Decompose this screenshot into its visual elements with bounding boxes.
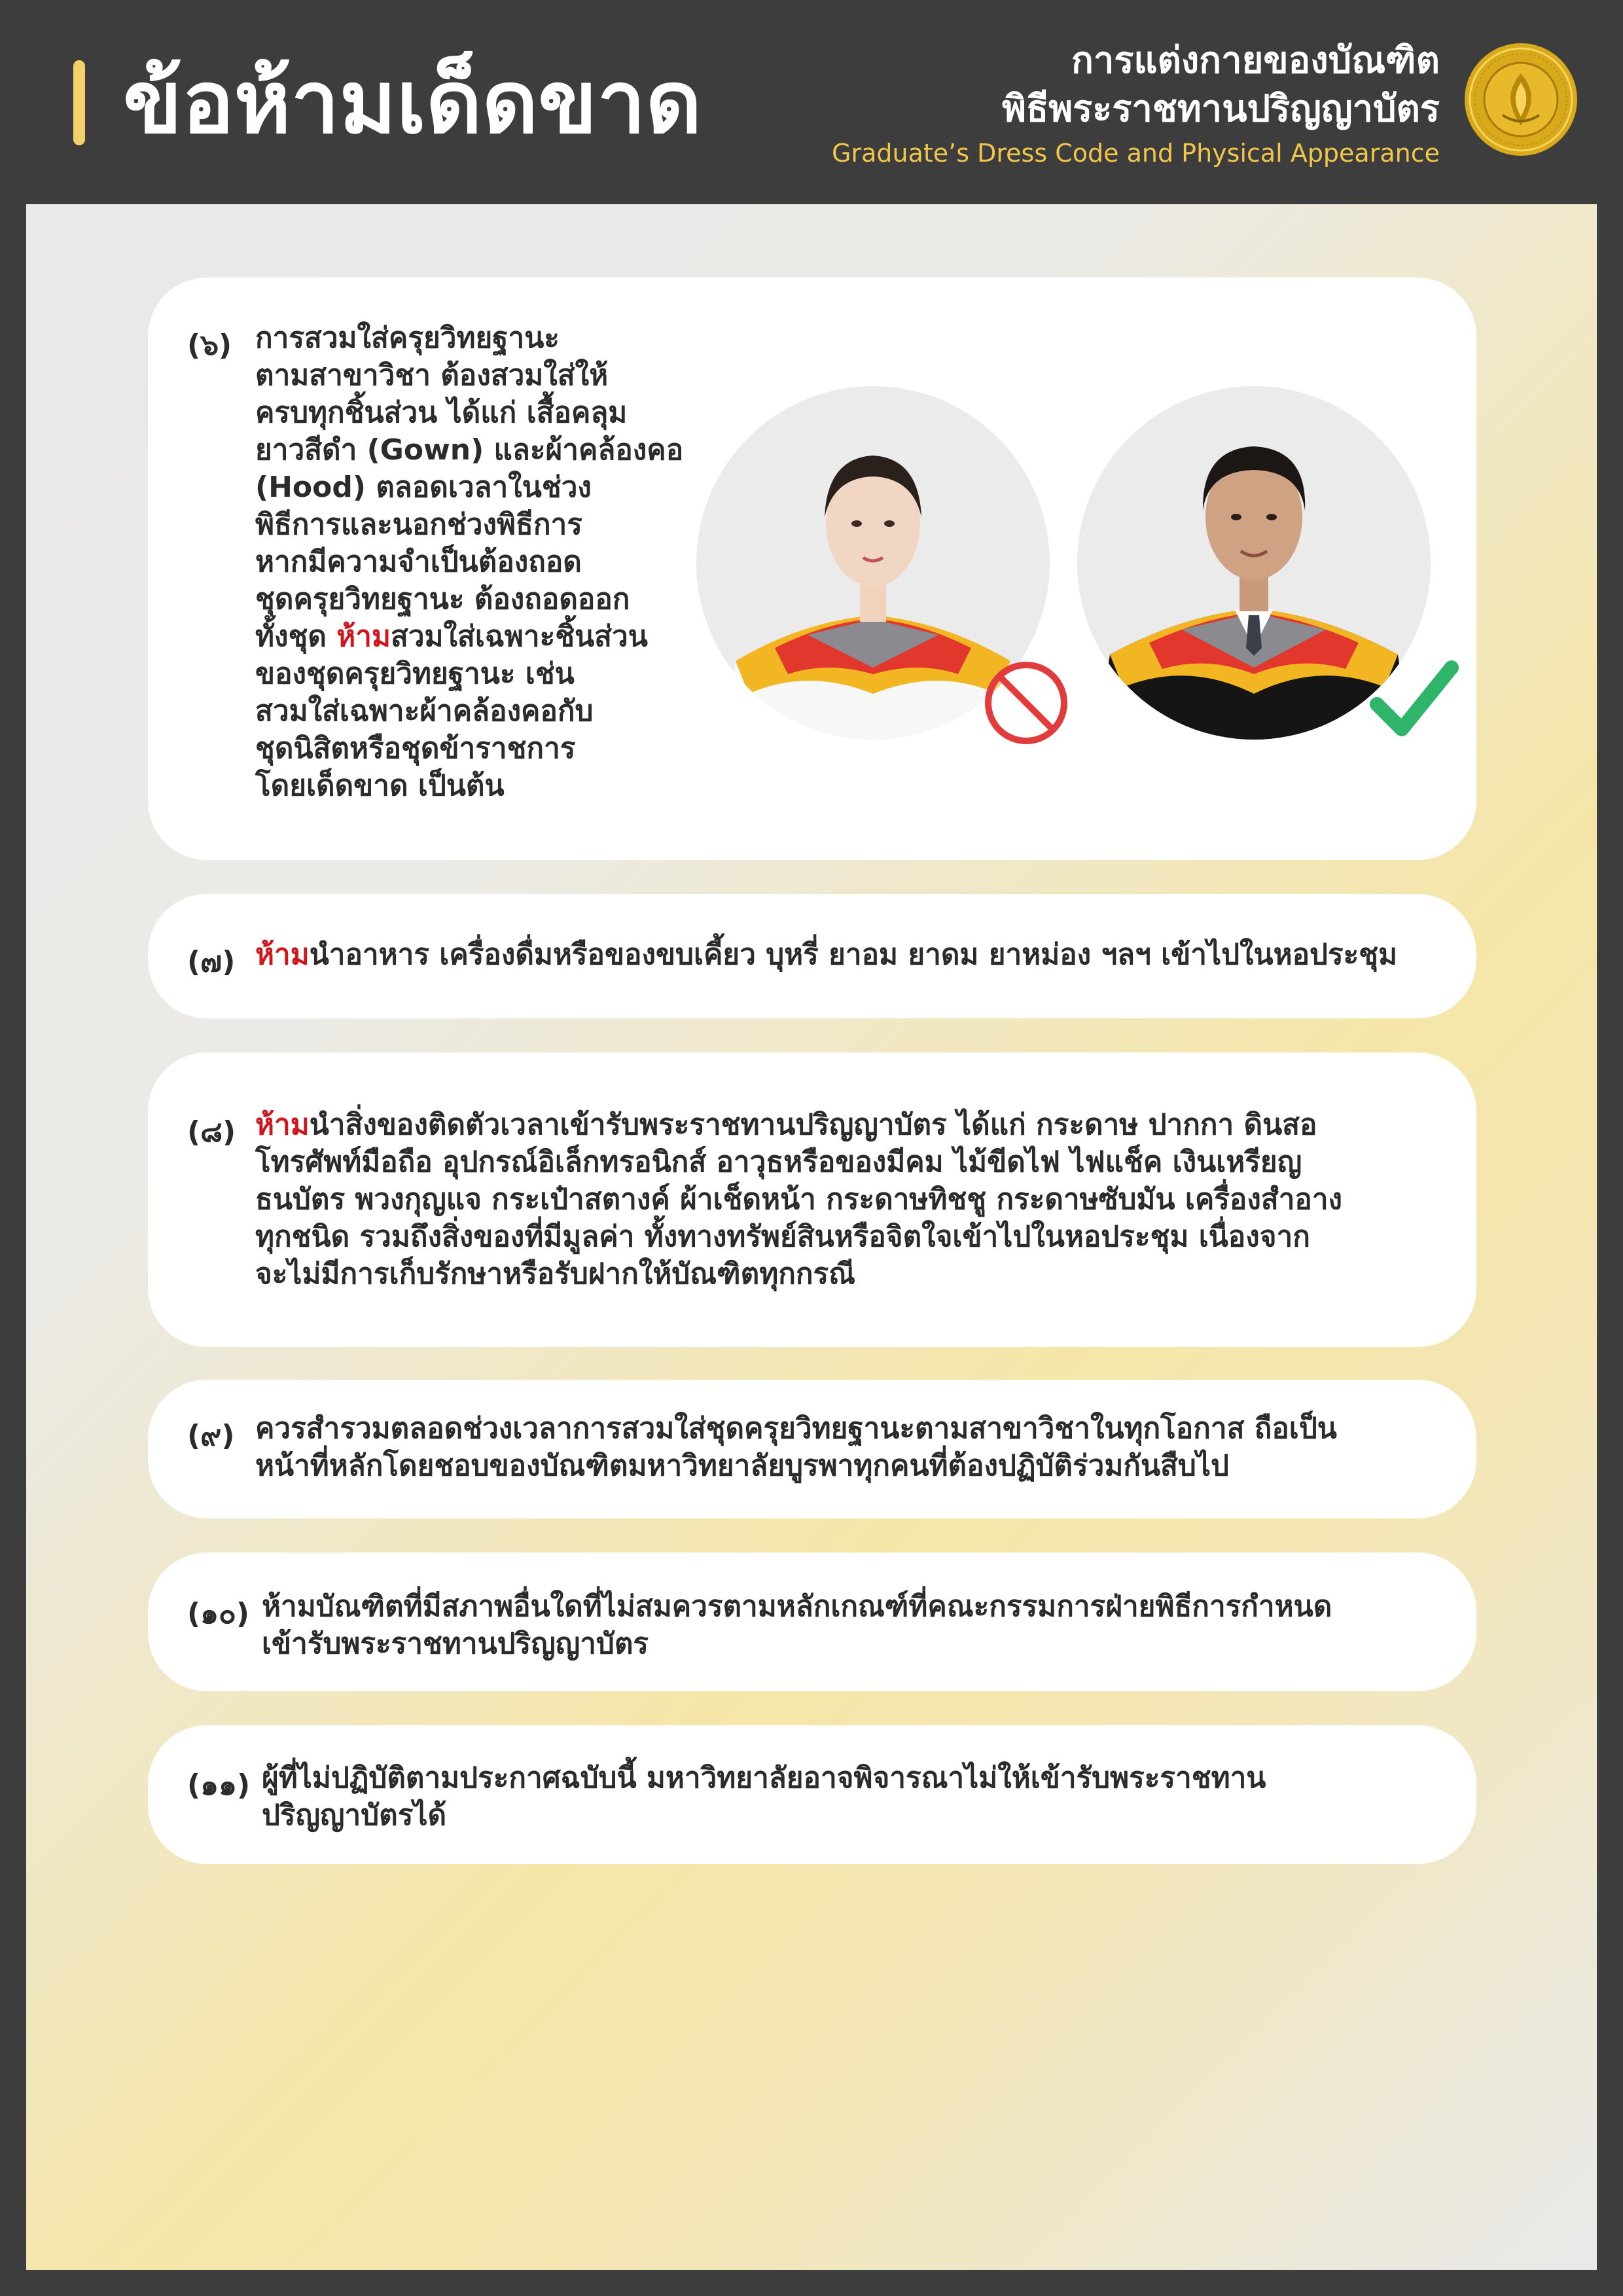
checkmark-icon (1365, 653, 1463, 745)
prohibited-word: ห้าม (255, 938, 310, 971)
header-subtitle-block (832, 37, 1440, 173)
rule-line: โทรศัพท์มือถือ อุปกรณ์อิเล็กทรอนิกส์ อาวุธหรือของมีคม ไม้ขีดไฟ ไฟแช็ค เงินเหรียญ (255, 1145, 1302, 1179)
rule-line (255, 618, 713, 655)
prohibited-word: ห้าม (255, 1108, 310, 1141)
rule-text-fragment: ทั้งชุด (255, 620, 337, 653)
rule-card-11 (148, 1725, 1476, 1864)
subtitle-english: Graduate’s Dress Code and Physical Appearance (832, 139, 1440, 168)
rule-card-8 (148, 1052, 1476, 1347)
rule-line: ยาวสีดำ (Gown) และผ้าคล้องคอ (255, 433, 684, 467)
rule-line: ทุกชนิด รวมถึงสิ่งของที่มีมูลค่า ทั้งทางทรัพย์สินหรือจิตใจเข้าไปในหอประชุม เนื่องจาก (255, 1220, 1310, 1253)
rule-text-fragment: สวมใส่เฉพาะชิ้นส่วน (390, 620, 648, 653)
rule-card-10 (148, 1552, 1476, 1691)
rule-number: (๑๐) (187, 1597, 250, 1630)
university-seal-logo (1463, 42, 1578, 157)
rule-text (255, 936, 1459, 973)
rule-line (255, 1106, 1466, 1143)
rule-line: ชุดครุยวิทยฐานะ ต้องถอดออก (255, 583, 630, 616)
title-accent-bar (73, 60, 85, 145)
rule-line: ควรสำรวมตลอดช่วงเวลาการสวมใส่ชุดครุยวิทยฐานะตามสาขาวิชาในทุกโอกาส ถือเป็น (255, 1412, 1337, 1445)
rule-text-fragment: นำสิ่งของติดตัวเวลาเข้ารับพระราชทานปริญญาบัตร ได้แก่ กระดาษ ปากกา ดินสอ (309, 1108, 1317, 1141)
rule-line: การสวมใส่ครุยวิทยฐานะ (255, 321, 560, 355)
page-title: ข้อห้ามเด็ดขาด (123, 52, 702, 153)
rule-text-fragment: นำอาหาร เครื่องดื่มหรือของขบเคี้ยว บุหรี่ ยาอม ยาดม ยาหม่อง ฯลฯ เข้าไปในหอประชุม (309, 938, 1398, 971)
rule-line: ผู้ที่ไม่ปฏิบัติตามประกาศฉบับนี้ มหาวิทยาลัยอาจพิจารณาไม่ให้เข้ารับพระราชทาน (262, 1761, 1266, 1795)
rule-number: (๙) (187, 1419, 235, 1452)
rule-text (255, 319, 713, 804)
content-area (26, 204, 1597, 2270)
rule-card-6 (148, 278, 1476, 860)
page-header (0, 0, 1623, 204)
rule-line: ปริญญาบัตรได้ (262, 1799, 447, 1832)
rule-text (262, 1759, 1466, 1834)
rule-text (255, 1410, 1466, 1484)
rule-line: (Hood) ตลอดเวลาในช่วง (255, 471, 592, 504)
prohibited-icon (983, 660, 1069, 746)
subtitle-line-2: พิธีพระราชทานปริญญาบัตร (1002, 88, 1440, 130)
rule-line: จะไม่มีการเก็บรักษาหรือรับฝากให้บัณฑิตทุกกรณี (255, 1257, 855, 1291)
rule-line: หากมีความจำเป็นต้องถอด (255, 545, 582, 579)
rule-text (255, 1106, 1466, 1293)
rule-line: เข้ารับพระราชทานปริญญาบัตร (262, 1627, 649, 1660)
rule-line: ครบทุกชิ้นส่วน ได้แก่ เสื้อคลุม (255, 396, 628, 429)
rule-line: ธนบัตร พวงกุญแจ กระเป๋าสตางค์ ผ้าเช็ดหน้า กระดาษทิชชู กระดาษซับมัน เครื่องสำอาง (255, 1183, 1343, 1216)
rule-line: ตามสาขาวิชา ต้องสวมใส่ให้ (255, 359, 609, 392)
rule-card-7 (148, 894, 1476, 1018)
rule-card-9 (148, 1380, 1476, 1518)
rule-line: ห้ามบัณฑิตที่มีสภาพอื่นใดที่ไม่สมควรตามหลักเกณฑ์ที่คณะกรรมการฝ่ายพิธีการกำหนด (262, 1590, 1332, 1623)
rule-line: ของชุดครุยวิทยฐานะ เช่น (255, 657, 575, 691)
rule-number: (๑๑) (187, 1768, 251, 1802)
prohibited-word: ห้าม (336, 620, 391, 653)
rule-text (262, 1588, 1466, 1662)
rule-line: โดยเด็ดขาด เป็นต้น (255, 769, 505, 802)
rule-number: (๗) (187, 945, 236, 978)
rule-line: สวมใส่เฉพาะผ้าคล้องคอกับ (255, 694, 594, 728)
rule-line: พิธีการและนอกช่วงพิธีการ (255, 508, 582, 541)
rule-number: (๘) (187, 1115, 236, 1149)
subtitle-line-1: การแต่งกายของบัณฑิต (1071, 39, 1440, 82)
rule-line: หน้าที่หลักโดยชอบของบัณฑิตมหาวิทยาลัยบูรพาทุกคนที่ต้องปฏิบัติร่วมกันสืบไป (255, 1449, 1229, 1482)
rule-line: ชุดนิสิตหรือชุดข้าราชการ (255, 732, 576, 765)
rule-number: (๖) (187, 329, 232, 362)
